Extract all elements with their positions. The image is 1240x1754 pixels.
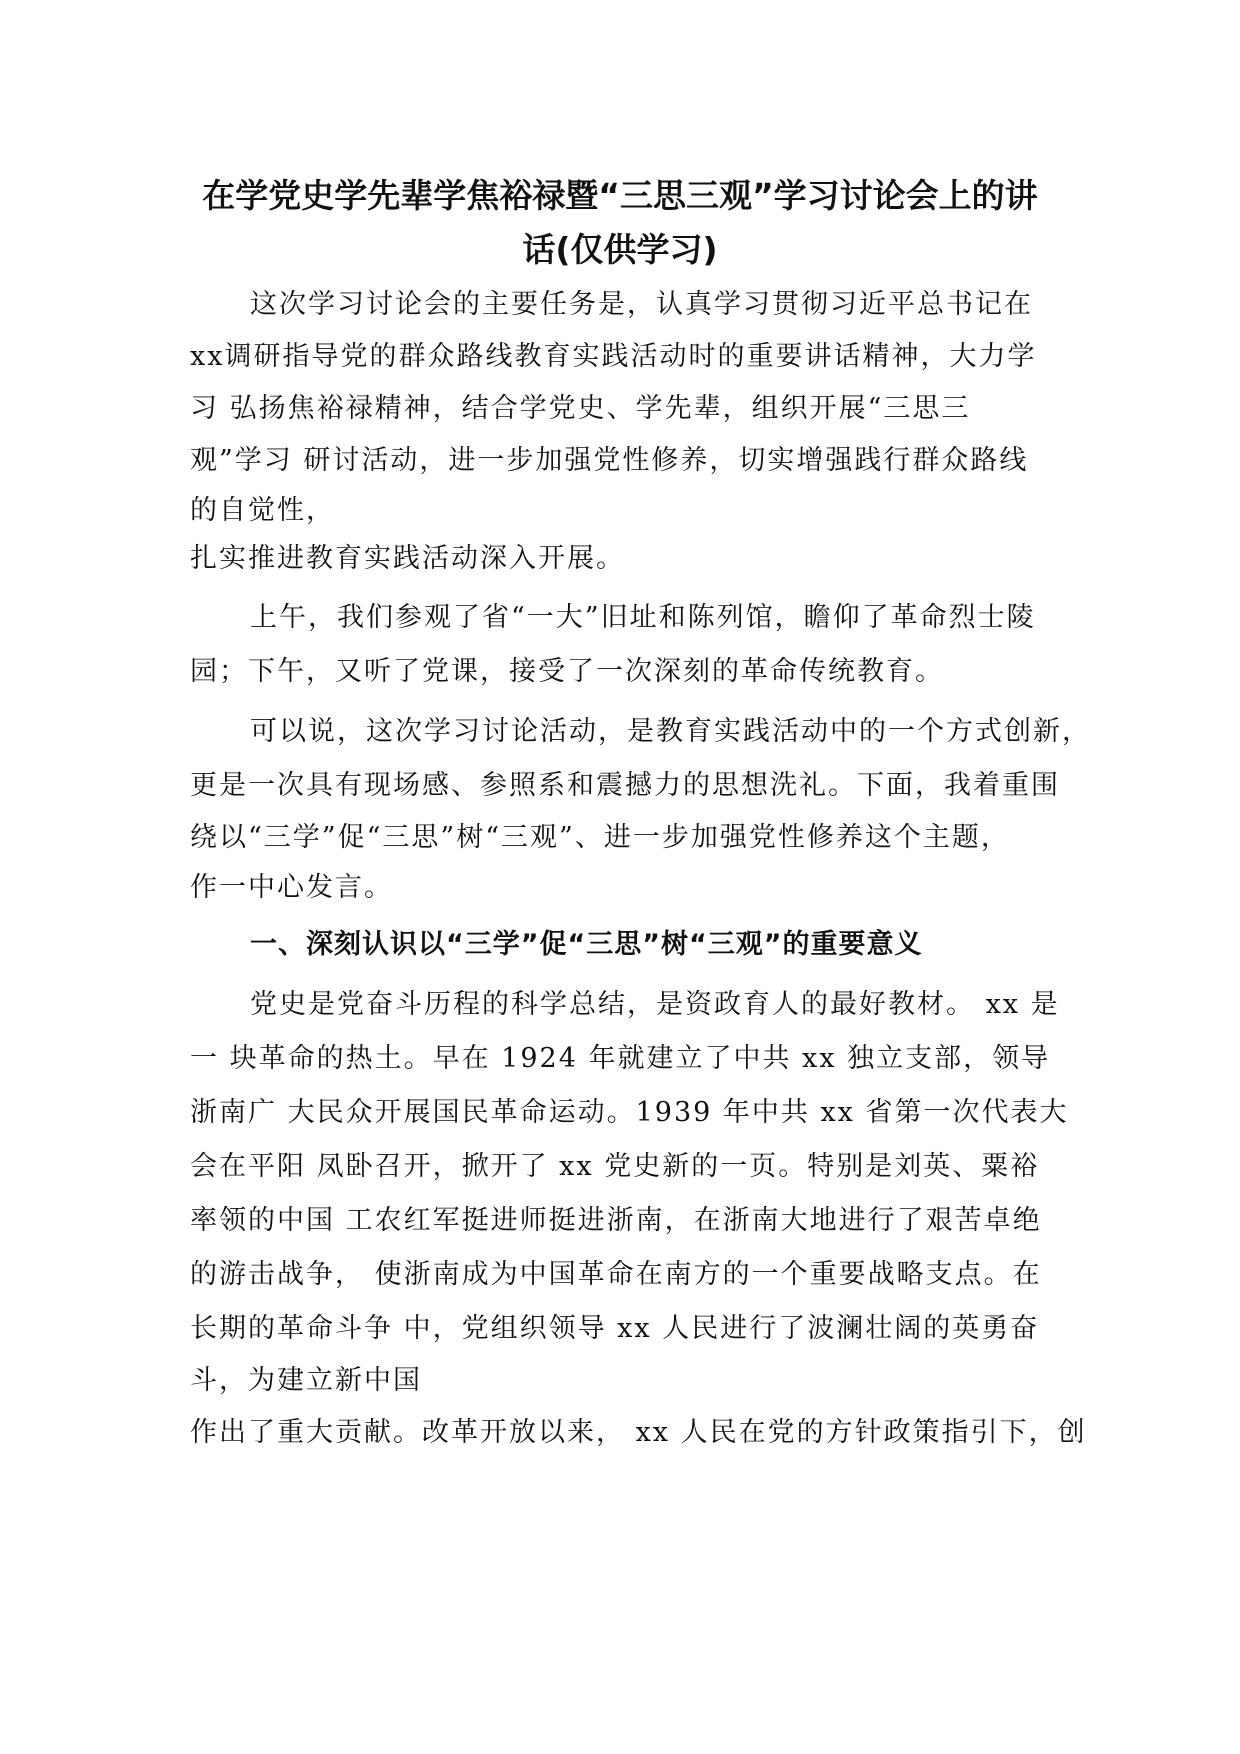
paragraph-1-line-4: 观”学习 研讨活动，进一步加强党性修养，切实增强践行群众路线 (190, 445, 1029, 476)
paragraph-1-line-6: 扎实推进教育实践活动深入开展。 (190, 543, 625, 574)
paragraph-3-line-1: 可以说，这次学习讨论活动，是教育实践活动中的一个方式创新， (250, 716, 1091, 747)
paragraph-3-line-2: 更是一次具有现场感、参照系和震撼力的思想洗礼。下面，我着重围 (190, 770, 1060, 801)
paragraph-1-line-5: 的自觉性， (190, 495, 335, 526)
section-heading: 一、深刻认识以“三学”促“三思”树“三观”的重要意义 (250, 929, 923, 960)
section-paragraph-line-2: 一 块革命的热土。早在 1924 年就建立了中共 xx 独立支部，领导 (190, 1043, 1051, 1074)
section-paragraph-line-7: 长期的革命斗争 中，党组织领导 xx 人民进行了波澜壮阔的英勇奋 (190, 1313, 1040, 1344)
paragraph-2-line-2: 园；下午，又听了党课，接受了一次深刻的革命传统教育。 (190, 656, 944, 687)
document-title-line-1: 在学党史学先辈学焦裕禄暨“三思三观”学习讨论会上的讲 (202, 176, 1038, 215)
paragraph-1-line-1: 这次学习讨论会的主要任务是，认真学习贯彻习近平总书记在 (250, 289, 1033, 320)
paragraph-3-line-3: 绕以“三学”促“三思”树“三观”、进一步加强党性修养这个主题， (190, 822, 1010, 853)
paragraph-2-line-1: 上午，我们参观了省“一大”旧址和陈列馆，瞻仰了革命烈士陵 (250, 602, 1036, 633)
section-paragraph-line-6: 的游击战争， 使浙南成为中国革命在南方的一个重要战略支点。在 (190, 1259, 1042, 1290)
paragraph-1-line-3: 习 弘扬焦裕禄精神，结合学党史、学先辈，组织开展“三思三 (190, 393, 971, 424)
section-paragraph-line-4: 会在平阳 凤卧召开，掀开了 xx 党史新的一页。特别是刘英、粟裕 (190, 1151, 1040, 1182)
section-paragraph-line-3: 浙南广 大民众开展国民革命运动。1939 年中共 xx 省第一次代表大 (190, 1097, 1069, 1128)
paragraph-3-line-4: 作一中心发言。 (190, 872, 393, 903)
section-paragraph-line-1: 党史是党奋斗历程的科学总结，是资政育人的最好教材。 xx 是 (250, 989, 1060, 1020)
section-paragraph-line-9: 作出了重大贡献。改革开放以来， xx 人民在党的方针政策指引下，创 (190, 1417, 1087, 1448)
paragraph-1-line-2: xx调研指导党的群众路线教育实践活动时的重要讲话精神，大力学 (190, 341, 1037, 372)
section-paragraph-line-8: 斗，为建立新中国 (190, 1365, 422, 1396)
document-title-line-2: 话(仅供学习) (522, 230, 718, 269)
section-paragraph-line-5: 率领的中国 工农红军挺进师挺进浙南，在浙南大地进行了艰苦卓绝 (190, 1205, 1042, 1236)
